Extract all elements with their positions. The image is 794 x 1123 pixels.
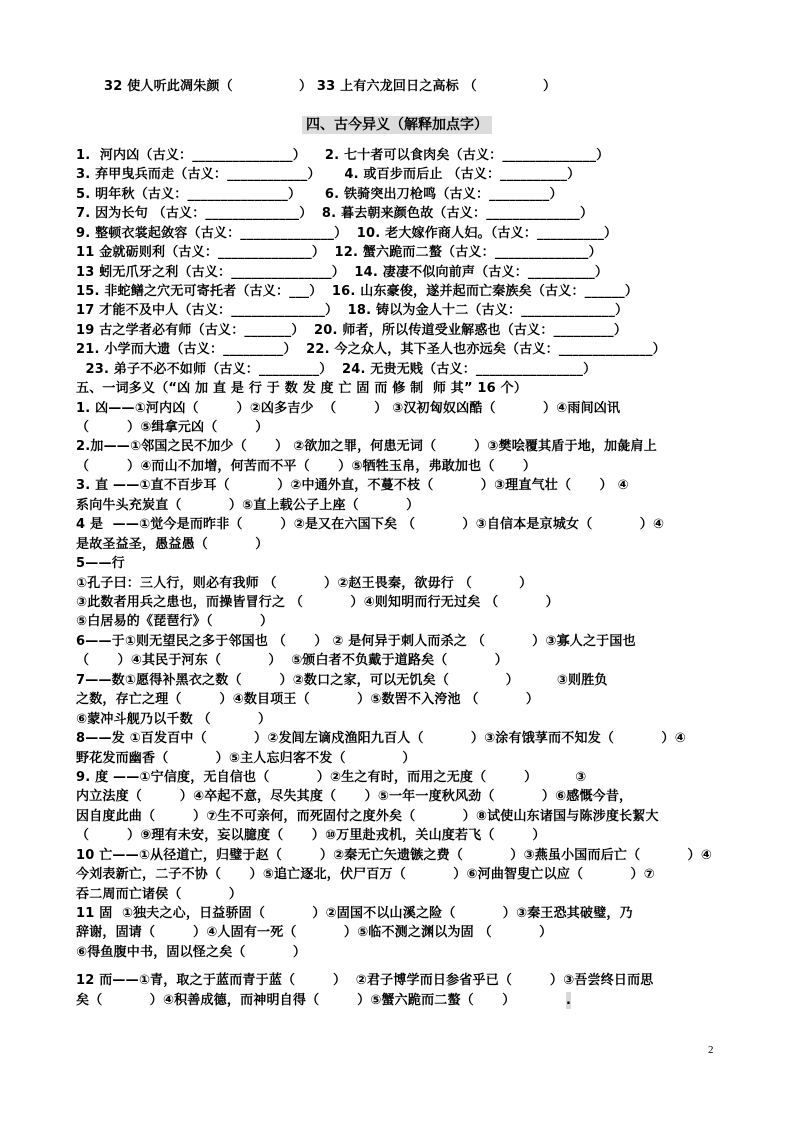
section5-line: ①孔子曰：三人行，则必有我师 （ ）②赵王畏秦，欲毋行 （ ） bbox=[76, 576, 533, 591]
section5-line: 1. 凶——①河内凶（ ）②凶多吉少 （ ） ③汉初匈奴凶酷（ ）④雨间凶讯 bbox=[76, 401, 621, 416]
section5-line: ⑥得鱼腹中书，固以怪之矣（ ） bbox=[76, 945, 307, 960]
text-line-top: 32 使人听此凋朱颜（ ） 33 上有六龙回日之高标 （ ） bbox=[104, 79, 557, 94]
section5-line: 4 是 ——①觉今是而昨非（ ）②是又在六国下矣 （ ）③自信本是京城女（ ）④ bbox=[76, 517, 665, 532]
section5-line: （ ）⑨理有未安，妄以臆度（ ）⑩万里赴戎机，关山度若飞（ ） bbox=[76, 828, 546, 843]
section5-line: 9. 度 ——①宁信度，无自信也（ ）②生之有时，而用之无度（ ） ③ bbox=[76, 770, 587, 785]
section4-heading bbox=[0, 116, 794, 134]
section4-line: 23. 弟子不必不如师（古义：_________） 24. 无贵无贱（古义：________________） bbox=[76, 362, 597, 377]
section5-line: 矣（ ）④积善成德，而神明自得（ ）⑤蟹六跪而二螯（ ） bbox=[76, 993, 516, 1008]
section4-line: 21. 小学而大遗（古义：_________） 22. 今之众人，其下圣人也亦远矣（古义：______________） bbox=[76, 342, 666, 357]
section4-line: 5. 明年秋（古义：_______________） 6. 铁骑突出刀枪鸣（古义：_________） bbox=[76, 187, 563, 202]
section4-line: 19 古之学者必有师（古义：_______） 20. 师者，所以传道受业解惑也（古义：_________） bbox=[76, 323, 628, 338]
section5-line: 因自度此曲（ ）⑦生不可亲何，而死固付之度外矣（ ）⑧试使山东诸国与陈涉度长絜大 bbox=[76, 809, 659, 824]
section5-line: 系向牛头充炭直（ ）⑤直上载公子上座（ ） bbox=[76, 498, 420, 513]
section5-line: 10 亡——①从径道亡，归璧于赵（ ）②秦无亡矢遗镞之费（ ）③燕虽小国而后亡（ ）④ bbox=[76, 848, 712, 863]
section5-line: ⑤白居易的《琵琶行》（ ） bbox=[76, 614, 274, 629]
section5-line: 5——行 bbox=[76, 556, 125, 571]
section5-line: （ ）④其民于河东（ ） ⑤颁白者不负戴于道路矣（ ） bbox=[76, 653, 508, 668]
page-number: 2 bbox=[708, 1044, 714, 1056]
section4-line: 17 才能不及中人（古义：______________） 18. 铸以为金人十二（古义：______________） bbox=[76, 303, 629, 318]
section4-line: 1. 河内凶（古义：_______________） 2. 七十者可以食肉矣（古义：______________） bbox=[76, 148, 610, 163]
section4-title: 四、古今异义（解释加点字） bbox=[302, 116, 492, 134]
section5-line: ⑥蒙冲斗舰乃以千数 （ ） bbox=[76, 712, 272, 727]
section5-line: 11 固 ①独夫之心，日益骄固（ ）②固国不以山溪之险（ ）③秦王恐其破璧，乃 bbox=[76, 906, 633, 921]
section5-line: （ ）④而山不加增，何苦而不平（ ）⑤牺牲玉帛，弗敢加也（ ） bbox=[76, 459, 537, 474]
section4-line: 15. 非蛇鳝之穴无可寄托者（古义：___） 16. 山东豪俊，遂并起而亡秦族矣（古义：______） bbox=[76, 284, 639, 299]
section4-line: 13 蚓无爪牙之利（古义：_______________） 14. 凄凄不似向前声（古义：__________） bbox=[76, 265, 609, 280]
section5-line: 之数，存亡之理（ ）④数目项王（ ）⑤数罟不入洿池 （ ） bbox=[76, 692, 540, 707]
section5-line: 内立法度（ ）④卒起不意，尽失其度（ ）⑤一年一度秋风劲（ ）⑥感慨今昔， bbox=[76, 789, 633, 804]
section5-heading: 五、一词多义（“凶 加 直 是 行 于 数 发 度 亡 固 而 修 制 师 其” 16 个） bbox=[76, 381, 528, 396]
section5-line: 野花发而幽香（ ）⑤主人忘归客不发（ ） bbox=[76, 751, 416, 766]
section5-line: 2.加——①邻国之民不加少（ ） ②欲加之罪，何患无词（ ）③樊哙覆其盾于地，加彘肩上 bbox=[76, 439, 657, 454]
section4-line: 9. 整顿衣裳起敛容（古义：______________） 10. 老大嫁作商人妇。（古义：__________） bbox=[76, 226, 618, 241]
section4-line: 7. 因为长句 （古义：______________） 8. 暮去朝来颜色故（古义：______________） bbox=[76, 206, 594, 221]
section5-line: （ ）⑤缉拿元凶（ ） bbox=[76, 420, 269, 435]
section5-line: 6——于①则无望民之多于邻国也 （ ） ② 是何异于刺人而杀之 （ ）③寡人之于国也 bbox=[76, 634, 636, 649]
section5-line: 是故圣益圣，愚益愚（ ） bbox=[76, 537, 269, 552]
final-period-mark: . bbox=[566, 993, 571, 1008]
section5-line: 今刘表新亡，二子不协（ ）⑤追亡逐北，伏尸百万（ ）⑥河曲智叟亡以应（ ）⑦ bbox=[76, 867, 655, 882]
section5-line: 3. 直 ——①直不百步耳（ ）②中通外直，不蔓不枝（ ）③理直气壮（ ） ④ bbox=[76, 478, 629, 493]
section4-line: 3. 弃甲曳兵而走（古义：____________） 4. 或百步而后止 （古义：__________） bbox=[76, 167, 581, 182]
section5-line: 12 而——①青，取之于蓝而青于蓝（ ） ②君子博学而日参省乎已（ ）③吾尝终日而思 bbox=[76, 973, 654, 988]
section5-line: ③此数者用兵之患也，而操皆冒行之 （ ）④则知明而行无过矣 （ ） bbox=[76, 595, 559, 610]
section5-line: 辞谢，固请（ ）④人固有一死（ ）⑤临不测之渊以为固 （ ） bbox=[76, 925, 553, 940]
section5-line: 7——数①愿得补黑衣之数（ ）②数口之家，可以无饥矣（ ） ③则胜负 bbox=[76, 673, 608, 688]
section5-line: 吞二周而亡诸侯（ ） bbox=[76, 887, 243, 902]
section5-line: 8——发 ①百发百中（ ）②发闾左谪戍渔阳九百人（ ）③涂有饿莩而不知发（ ）④ bbox=[76, 731, 686, 746]
section4-line: 11 金就砺则利（古义：______________） 12. 蟹六跪而二螯（古义：______________） bbox=[76, 245, 602, 260]
